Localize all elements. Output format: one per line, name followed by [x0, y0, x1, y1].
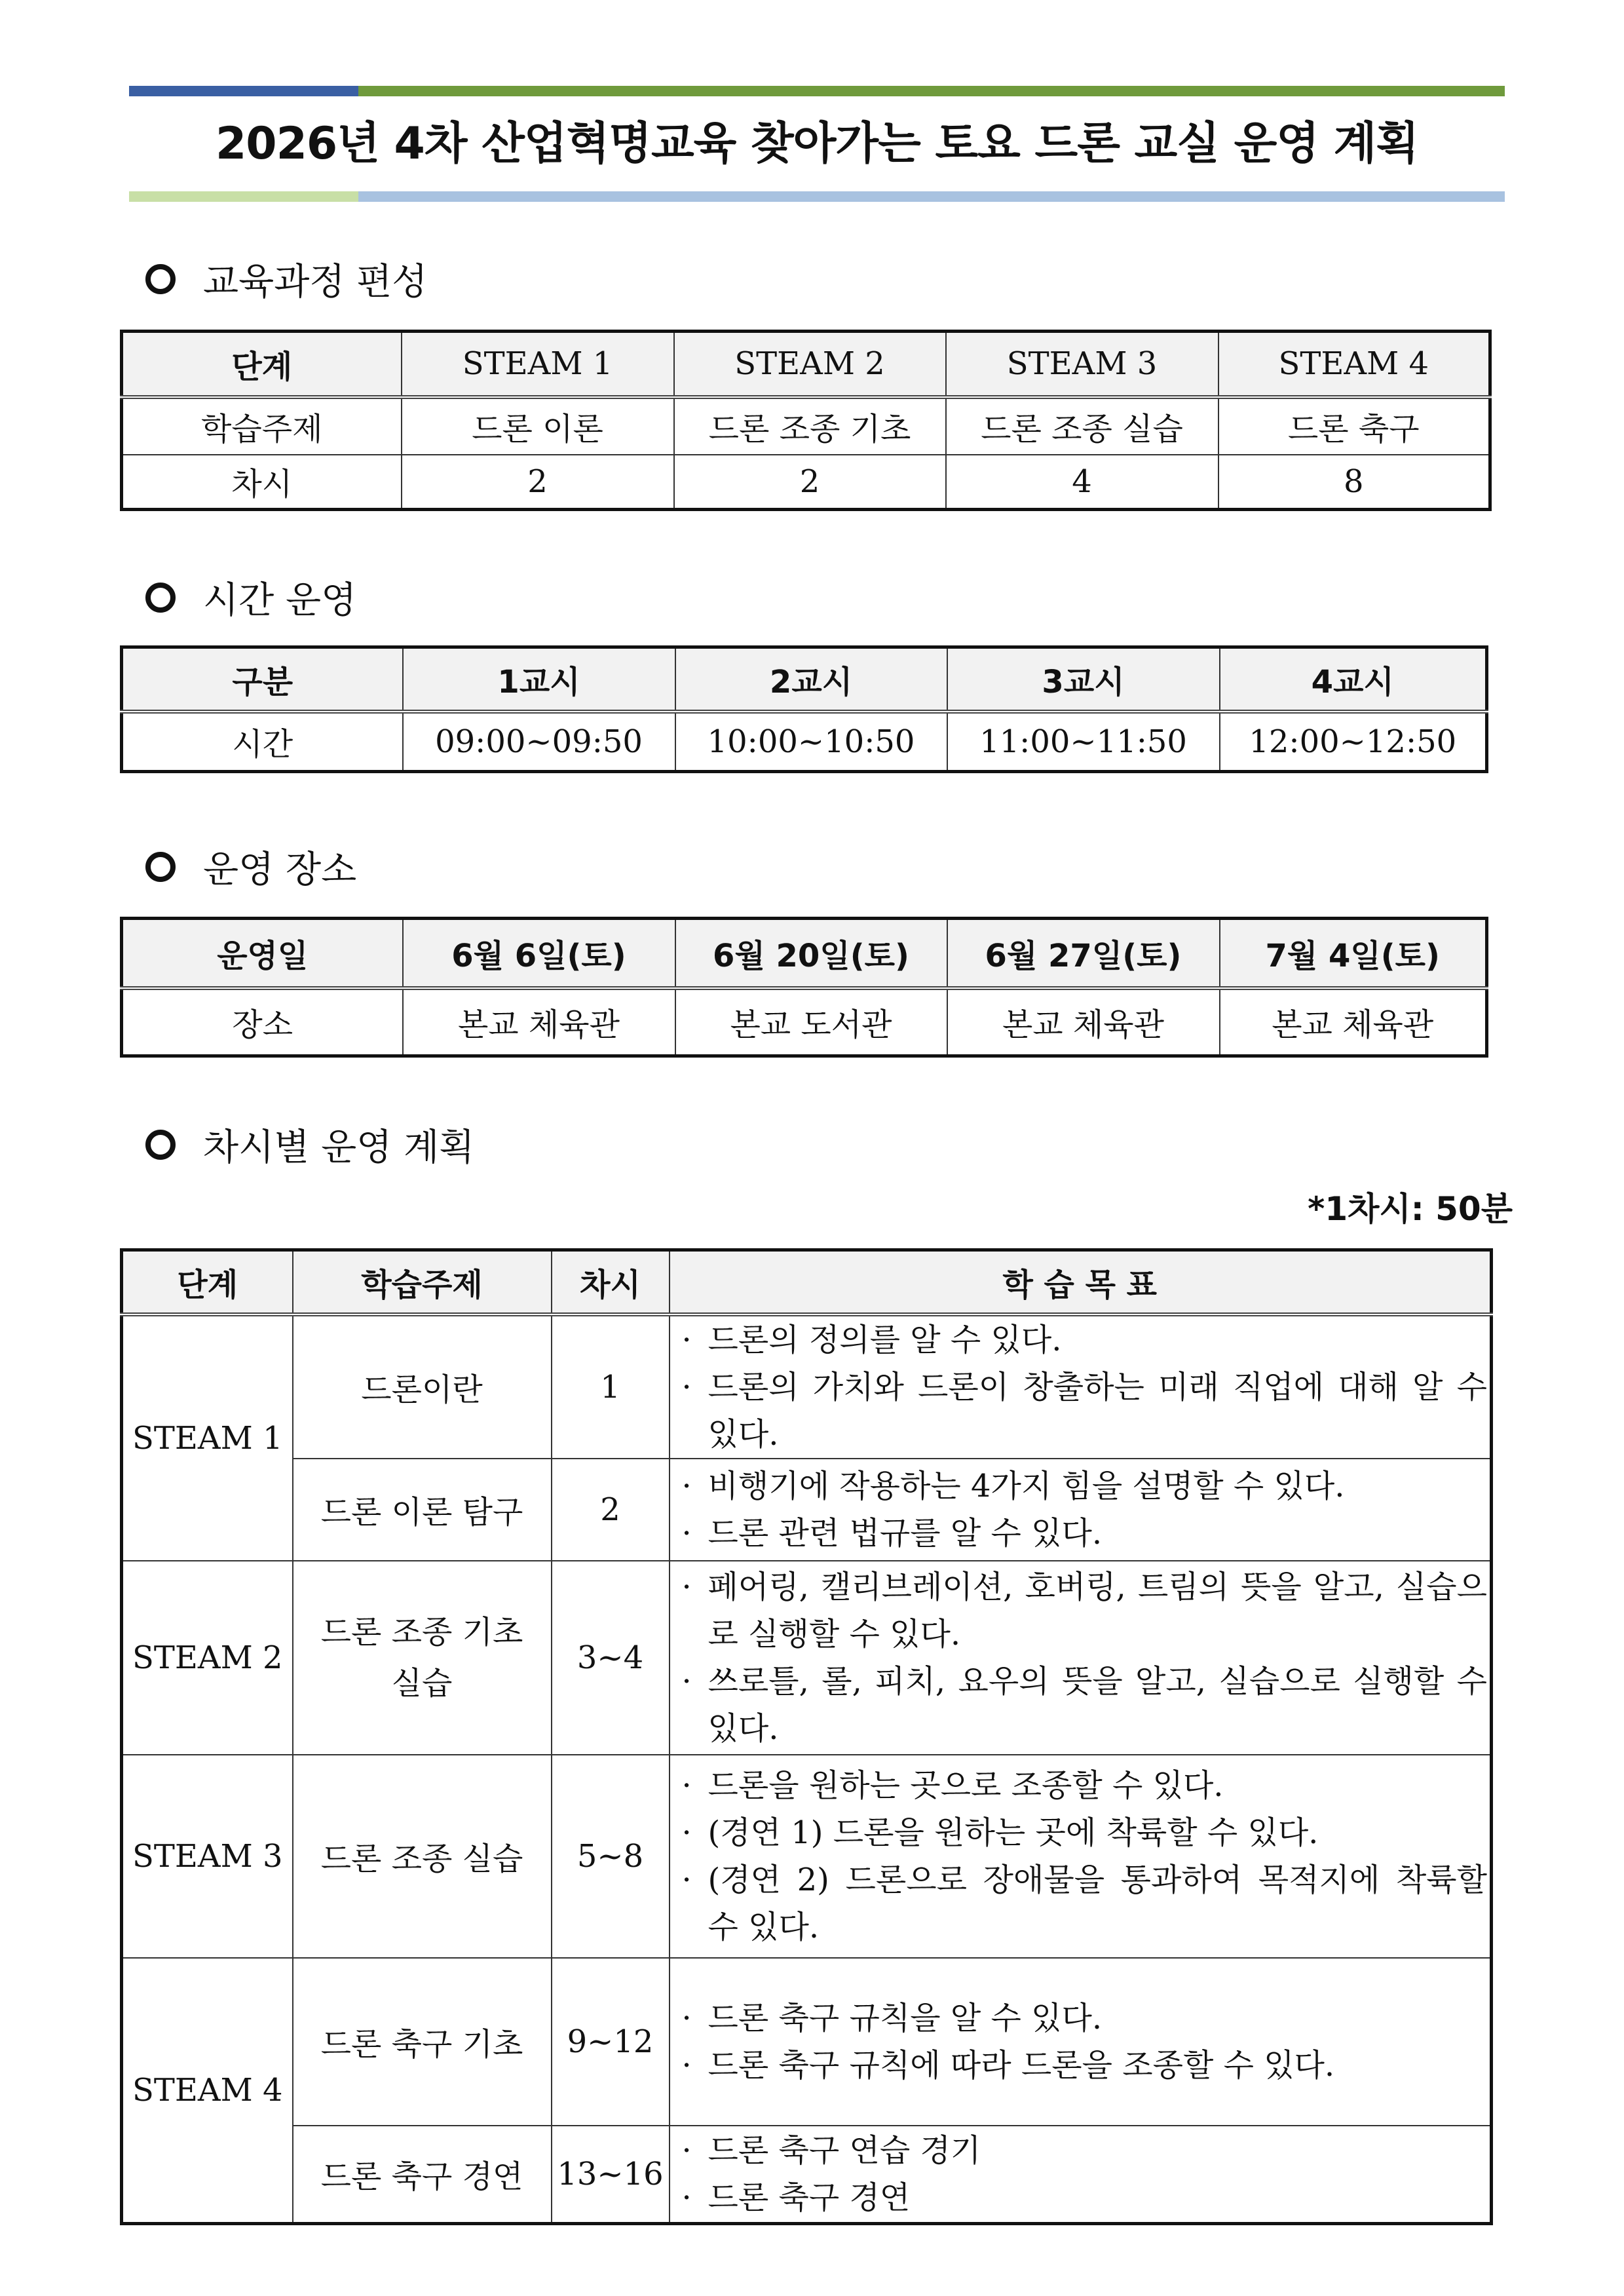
period-cell: 13~16 [552, 2126, 670, 2224]
section-title: 교육과정 편성 [203, 261, 428, 303]
goal-text: 드론 축구 규칙에 따라 드론을 조종할 수 있다. [708, 2046, 1335, 2084]
bottom-bar-lightgreen [129, 191, 358, 202]
table-header-row [122, 332, 1490, 397]
header-cell: STEAM 4 [1218, 332, 1490, 397]
goal-text: (경연 1) 드론을 원하는 곳에 착륙할 수 있다. [708, 1814, 1319, 1851]
table-row [122, 397, 1490, 455]
table-cell: 8 [1218, 455, 1490, 510]
header-cell: 구분 [122, 647, 403, 712]
header-cell: 7월 4일(토) [1220, 919, 1487, 988]
bullet-dot: · [681, 1814, 692, 1851]
goal-text: 드론의 가치와 드론이 창출하는 미래 직업에 대해 알 수 있다. [708, 1368, 1487, 1453]
header-cell: 차시 [552, 1250, 670, 1314]
table-header-row [122, 919, 1487, 988]
header-cell: 6월 20일(토) [675, 919, 947, 988]
section-heading-plan [145, 1119, 474, 1171]
goal-item [682, 1762, 1488, 1809]
stage-cell: STEAM 1 [122, 1314, 293, 1561]
goal-text: 드론의 정의를 알 수 있다. [708, 1321, 1062, 1358]
header-cell: 단계 [122, 332, 402, 397]
bullet-dot: · [681, 1861, 692, 1898]
bullet-dot: · [681, 1368, 692, 1406]
table-cell: 드론 축구 [1218, 397, 1490, 455]
table-cell: 장소 [122, 988, 403, 1056]
goal-item [682, 2174, 1488, 2221]
table-cell: 드론 조종 실습 [946, 397, 1218, 455]
table-row [122, 455, 1490, 510]
header-cell: STEAM 2 [674, 332, 946, 397]
bullet-dot: · [681, 1999, 692, 2037]
stage-cell: STEAM 2 [122, 1561, 293, 1755]
table-cell: 4 [946, 455, 1218, 510]
section-heading-curriculum [145, 253, 427, 305]
goals-cell [670, 1459, 1492, 1561]
table-header-row [122, 1250, 1492, 1314]
bullet-dot: · [681, 1514, 692, 1552]
goal-text: 페어링, 캘리브레이션, 호버링, 트림의 뜻을 알고, 실습으로 실행할 수 있다. [708, 1568, 1487, 1653]
goals-cell [670, 1958, 1492, 2126]
period-cell: 2 [552, 1459, 670, 1561]
header-cell: 4교시 [1220, 647, 1487, 712]
topic-cell: 드론이란 [293, 1314, 552, 1459]
table-cell: 본교 체육관 [403, 988, 675, 1056]
period-cell: 9~12 [552, 1958, 670, 2126]
goal-item [682, 1809, 1488, 1856]
table-cell: 시간 [122, 712, 403, 772]
table-cell: 본교 체육관 [947, 988, 1220, 1056]
goal-text: 드론 축구 연습 경기 [708, 2132, 981, 2169]
topic-cell: 드론 조종 실습 [293, 1755, 552, 1958]
header-cell: 운영일 [122, 919, 403, 988]
table-row [122, 1755, 1492, 1958]
table-row [122, 712, 1487, 772]
goals-cell [670, 1314, 1492, 1459]
header-cell: 3교시 [947, 647, 1220, 712]
goals-cell [670, 2126, 1492, 2224]
bullet-dot: · [681, 2132, 692, 2169]
table-cell: 11:00~11:50 [947, 712, 1220, 772]
goal-item [682, 1364, 1488, 1458]
table-row [122, 1958, 1492, 2126]
section-title: 차시별 운영 계획 [203, 1126, 475, 1169]
goals-cell [670, 1755, 1492, 1958]
header-cell: 학 습 목 표 [670, 1250, 1492, 1314]
goal-item [682, 1563, 1488, 1658]
table-header-row [122, 647, 1487, 712]
table-cell: 본교 도서관 [675, 988, 947, 1056]
bullet-dot: · [681, 1767, 692, 1804]
topic-cell: 드론 축구 기초 [293, 1958, 552, 2126]
table-cell: 본교 체육관 [1220, 988, 1487, 1056]
topic-cell: 드론 축구 경연 [293, 2126, 552, 2224]
period-cell: 1 [552, 1314, 670, 1459]
table-cell: 드론 이론 [402, 397, 674, 455]
topic-cell: 드론 조종 기초 실습 [293, 1561, 552, 1755]
section-heading-time [145, 571, 356, 624]
table-cell: 2 [402, 455, 674, 510]
table-cell: 학습주제 [122, 397, 402, 455]
table-row [122, 1561, 1492, 1755]
circle-bullet-icon [145, 264, 176, 294]
goal-text: 드론 축구 경연 [708, 2179, 911, 2216]
table-cell: 09:00~09:50 [403, 712, 675, 772]
stage-cell: STEAM 3 [122, 1755, 293, 1958]
header-cell: STEAM 3 [946, 332, 1218, 397]
table-cell: 10:00~10:50 [675, 712, 947, 772]
goals-cell [670, 1561, 1492, 1755]
bottom-bar-lightblue [358, 191, 1505, 202]
section-title: 시간 운영 [203, 579, 357, 622]
plan-table [120, 1248, 1493, 2225]
goal-item [682, 1995, 1488, 2042]
goal-text: 쓰로틀, 롤, 피치, 요우의 뜻을 알고, 실습으로 실행할 수 있다. [708, 1662, 1487, 1747]
table-cell: 차시 [122, 455, 402, 510]
circle-bullet-icon [145, 583, 176, 613]
goal-item [682, 1510, 1488, 1557]
goal-text: (경연 2) 드론으로 장애물을 통과하여 목적지에 착륙할 수 있다. [708, 1861, 1487, 1945]
period-cell: 3~4 [552, 1561, 670, 1755]
bullet-dot: · [681, 2046, 692, 2084]
period-cell: 5~8 [552, 1755, 670, 1958]
header-cell: 2교시 [675, 647, 947, 712]
bullet-dot: · [681, 1568, 692, 1605]
goal-text: 드론 관련 법규를 알 수 있다. [708, 1514, 1103, 1552]
header-cell: 6월 6일(토) [403, 919, 675, 988]
table-cell: 2 [674, 455, 946, 510]
table-cell: 드론 조종 기초 [674, 397, 946, 455]
table-row [122, 988, 1487, 1056]
goal-item [682, 1856, 1488, 1951]
header-cell: 1교시 [403, 647, 675, 712]
section-heading-place [145, 841, 356, 893]
goal-item [682, 2042, 1488, 2089]
bullet-dot: · [681, 1321, 692, 1358]
period-duration-note: *1차시: 50분 [1308, 1190, 1513, 1228]
goal-text: 비행기에 작용하는 4가지 힘을 설명할 수 있다. [708, 1467, 1345, 1504]
goal-item [682, 1316, 1488, 1364]
goal-item [682, 2127, 1488, 2174]
top-bar-green [358, 86, 1505, 96]
header-cell: 단계 [122, 1250, 293, 1314]
bullet-dot: · [681, 1467, 692, 1504]
table-cell: 12:00~12:50 [1220, 712, 1487, 772]
stage-cell: STEAM 4 [122, 1958, 293, 2224]
section-title: 운영 장소 [203, 849, 357, 891]
circle-bullet-icon [145, 852, 176, 882]
header-cell: 학습주제 [293, 1250, 552, 1314]
bullet-dot: · [681, 2179, 692, 2216]
place-table [120, 917, 1488, 1058]
topic-cell: 드론 이론 탐구 [293, 1459, 552, 1561]
page-title: 2026년 4차 산업혁명교육 찾아가는 토요 드론 교실 운영 계획 [215, 118, 1419, 170]
circle-bullet-icon [145, 1130, 176, 1160]
table-row [122, 2126, 1492, 2224]
table-row [122, 1314, 1492, 1459]
top-bar-blue [129, 86, 358, 96]
bullet-dot: · [681, 1662, 692, 1700]
table-row [122, 1459, 1492, 1561]
goal-text: 드론 축구 규칙을 알 수 있다. [708, 1999, 1103, 2037]
goal-item [682, 1463, 1488, 1510]
time-table [120, 645, 1488, 773]
goal-item [682, 1658, 1488, 1752]
header-cell: 6월 27일(토) [947, 919, 1220, 988]
goal-text: 드론을 원하는 곳으로 조종할 수 있다. [708, 1767, 1224, 1804]
header-cell: STEAM 1 [402, 332, 674, 397]
curriculum-table [120, 330, 1492, 511]
